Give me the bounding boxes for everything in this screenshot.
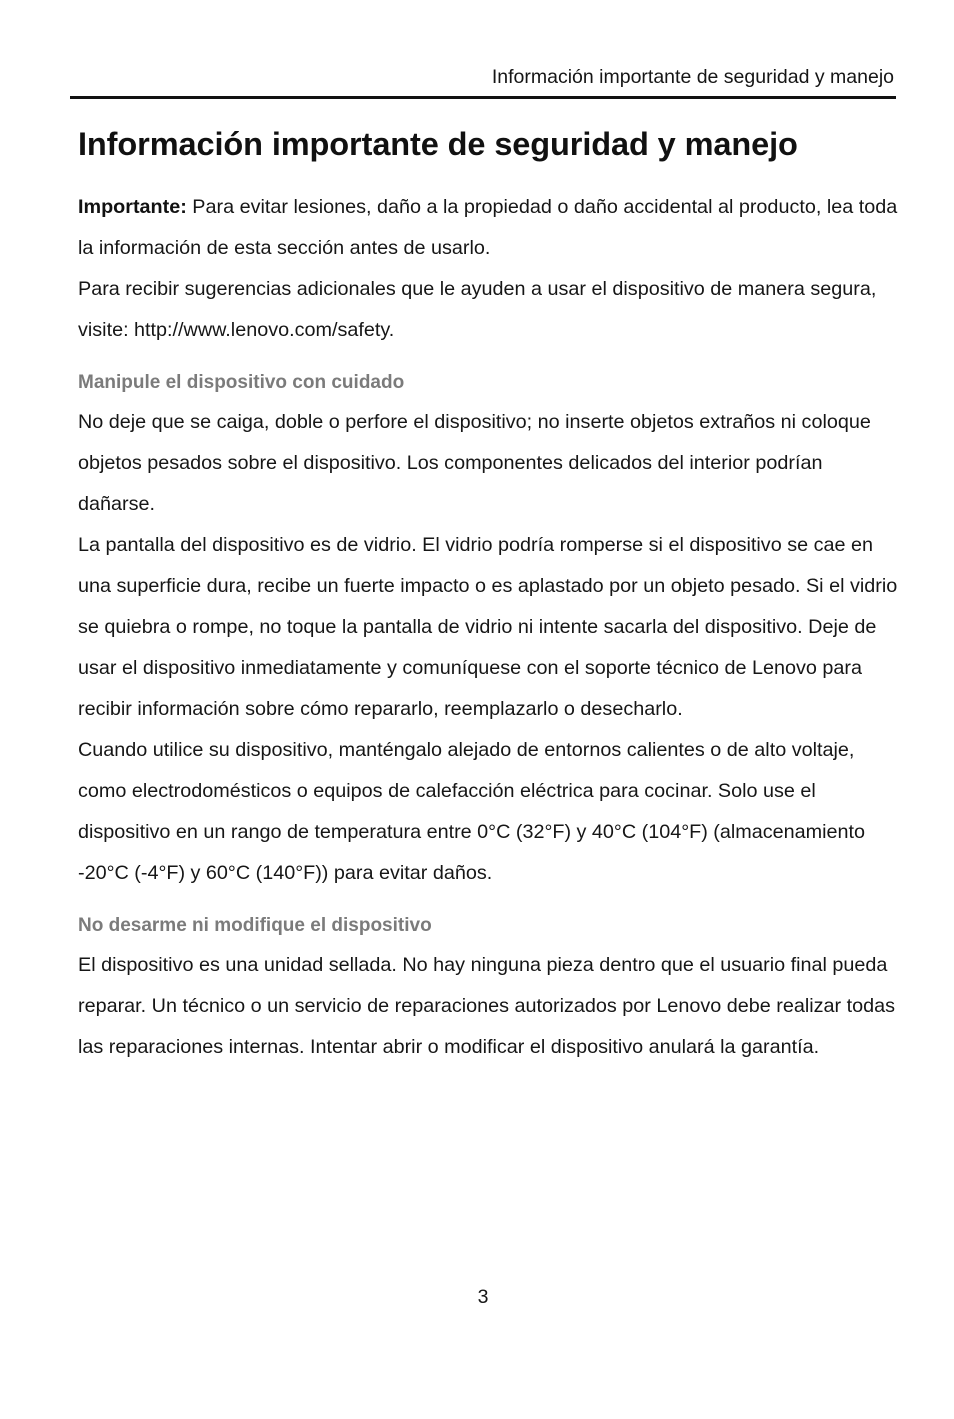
section-paragraph: El dispositivo es una unidad sellada. No hay ninguna pieza dentro que el usuario final pueda reparar. Un técnico o un servicio de reparaciones autorizados por Lenovo debe realizar todas las reparaciones internas. Intentar abrir o modificar el dispositivo anulará la garantía. <box>78 954 896 1058</box>
running-header: Información importante de seguridad y manejo <box>491 66 894 88</box>
intro-text: Para evitar lesiones, daño a la propiedad o daño accidental al producto, lea toda la información de esta sección antes de usarlo. <box>78 196 898 259</box>
section-paragraph: La pantalla del dispositivo es de vidrio. El vidrio podría romperse si el dispositivo se cae en una superficie dura, recibe un fuerte impacto o es aplastado por un objeto pesado. Si el vidrio se quiebra o rompe, no toque la pantalla de vidrio ni intente sacarla del dispositivo. Deje de usar el dispositivo inmediatamente y comuníquese con el soporte técnico de Lenovo para recibir información sobre cómo repararlo, reemplazarlo o desecharlo. <box>78 534 898 720</box>
section-heading-handle-with-care: Manipule el dispositivo con cuidado <box>78 372 405 393</box>
header-rule <box>70 96 896 99</box>
intro-lead: Importante: <box>78 196 187 218</box>
section-heading-do-not-disassemble: No desarme ni modifique el dispositivo <box>78 915 432 936</box>
intro-paragraph <box>78 187 898 269</box>
page-content <box>78 118 898 1068</box>
section-paragraph: Cuando utilice su dispositivo, manténgalo alejado de entornos calientes o de alto voltaje, como electrodomésticos o equipos de calefacción eléctrica para cocinar. Solo use el dispositivo en un rango de temperatura entre 0°C (32°F) y 40°C (104°F) (almacenamiento -20°C (-4°F) y 60°C (140°F)) para evitar daños. <box>78 739 866 884</box>
section-paragraph: No deje que se caiga, doble o perfore el dispositivo; no inserte objetos extraños ni coloque objetos pesados sobre el dispositivo. Los componentes delicados del interior podrían dañarse. <box>78 411 871 515</box>
safety-link-paragraph: Para recibir sugerencias adicionales que le ayuden a usar el dispositivo de manera segura, visite: http://www.lenovo.com/safety. <box>78 278 877 341</box>
page-title: Información importante de seguridad y manejo <box>78 126 798 162</box>
page-number: 3 <box>477 1286 489 1308</box>
